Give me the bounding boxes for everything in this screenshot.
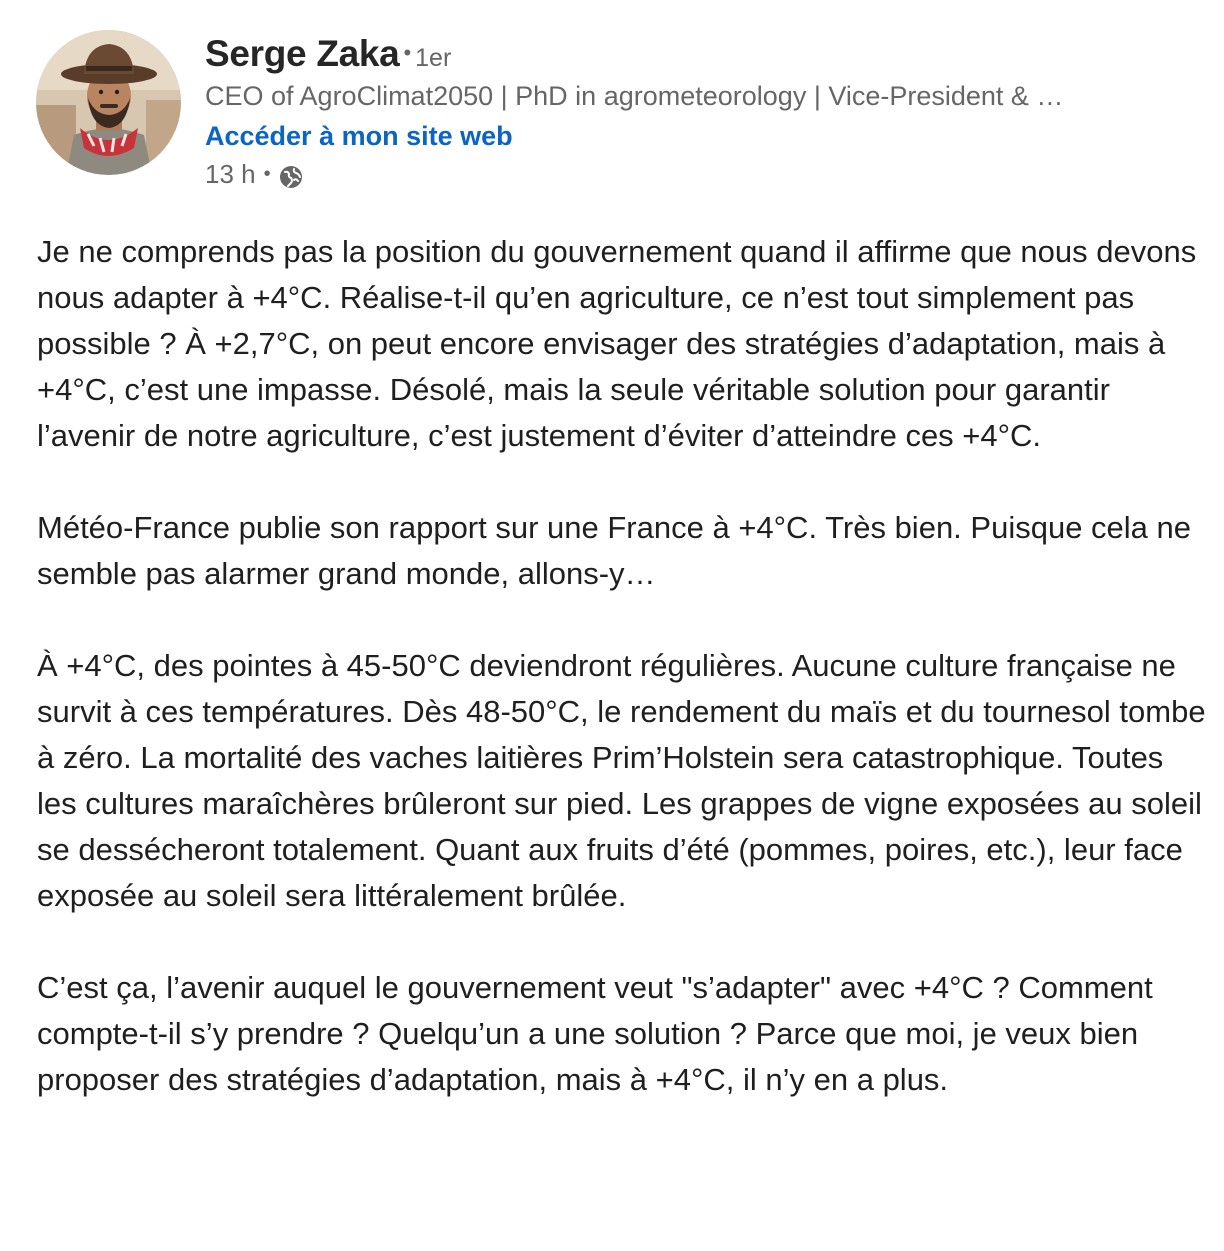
post-time: 13 h (205, 159, 256, 189)
post-paragraph: Météo-France publie son rapport sur une France à +4°C. Très bien. Puisque cela ne semble pas alarmer grand monde, allons-y… (37, 510, 1192, 591)
post-paragraph: C’est ça, l’avenir auquel le gouvernement veut "s’adapter" avec +4°C ? Comment compte-t-il s’y prendre ? Quelqu’un a une solution ? Parce que moi, je veux bien proposer des stratégies d’adaptation, mais à +4°C, il n’y en a plus. (37, 970, 1153, 1097)
author-name[interactable]: Serge Zaka (205, 33, 400, 74)
post-paragraph: Je ne comprends pas la position du gouvernement quand il affirme que nous devons nous adapter à +4°C. Réalise-t-il qu’en agriculture, ce n’est tout simplement pas possible ? À +2,7°C, on peut encore envisager des stratégies d’adaptation, mais à +4°C, c’est une impasse. Désolé, mais la seule véritable solution pour garantir l’avenir de notre agriculture, c’est justement d’éviter d’atteindre ces +4°C. (37, 234, 1197, 453)
post-meta (205, 156, 303, 192)
connection-degree: 1er (415, 44, 452, 72)
post-header (36, 30, 1196, 189)
post-body (37, 229, 1207, 1103)
meta-separator: • (263, 163, 271, 185)
name-separator: • (403, 40, 412, 65)
author-name-line (205, 32, 451, 84)
profile-photo-icon (36, 30, 181, 175)
author-headline: CEO of AgroClimat2050 | PhD in agrometeorology | Vice-President & … (205, 81, 1064, 111)
globe-icon (279, 162, 303, 186)
author-avatar[interactable] (36, 30, 181, 175)
post-paragraph: À +4°C, des pointes à 45-50°C deviendront régulières. Aucune culture française ne survit à ces températures. Dès 48-50°C, le rendement du maïs et du tournesol tombe à zéro. La mortalité des vaches laitières Prim’Holstein sera catastrophique. Toutes les cultures maraîchères brûleront sur pied. Les grappes de vigne exposées au soleil se dessécheront totalement. Quant aux fruits d’été (pommes, poires, etc.), leur face exposée au soleil sera littéralement brûlée. (37, 648, 1206, 913)
website-link[interactable]: Accéder à mon site web (205, 121, 513, 151)
